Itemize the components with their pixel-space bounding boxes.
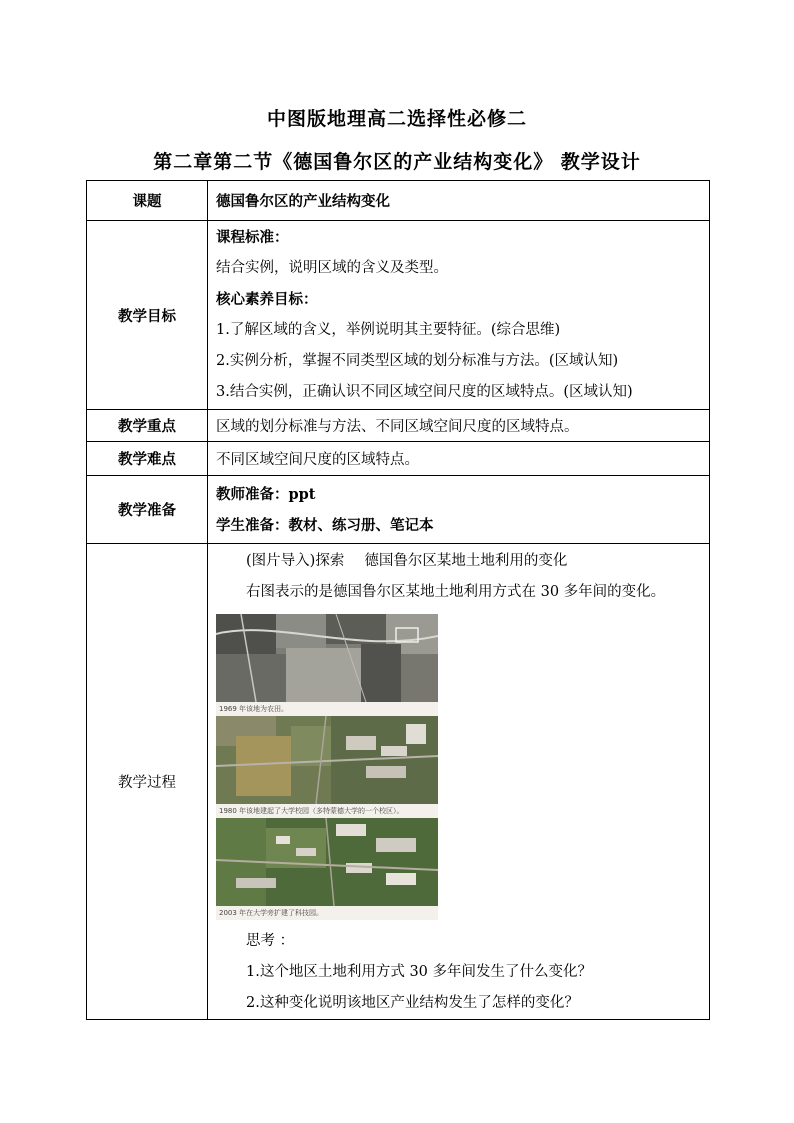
row-process	[87, 544, 710, 1020]
intro-description: 右图表示的是德国鲁尔区某地土地利用方式在 30 多年间的变化。	[246, 584, 666, 600]
process-cell	[208, 544, 710, 1020]
row-goals	[87, 221, 710, 410]
photo-caption: 1980 年该地建起了大学校园（多特蒙德大学的一个校区）。	[216, 804, 438, 818]
photo-caption: 2003 年在大学旁扩建了科技园。	[216, 906, 438, 920]
difficulties-value: 不同区域空间尺度的区域特点。	[208, 442, 710, 476]
intro-type: (图片导入)探索	[246, 553, 345, 569]
process-label: 教学过程	[87, 544, 208, 1020]
student-preparation: 学生准备：教材、练习册、笔记本	[216, 516, 434, 534]
document-title: 中图版地理高二选择性必修二	[266, 108, 527, 130]
intro-topic: 德国鲁尔区某地土地利用的变化	[364, 553, 568, 569]
row-preparation	[87, 476, 710, 544]
goal-item: 3.结合实例，正确认识不同区域空间尺度的区域特点。(区域认知)	[216, 384, 633, 400]
document-subtitle: 第二章第二节《德国鲁尔区的产业结构变化》 教学设计	[153, 151, 641, 173]
question-item: 2.这种变化说明该地区产业结构发生了怎样的变化？	[246, 995, 579, 1011]
lesson-plan-table	[86, 180, 710, 1020]
standard-heading: 课程标准：	[216, 229, 289, 246]
row-difficulties	[87, 442, 710, 476]
photo-1980-campus	[216, 716, 438, 804]
photo-2003-science-park	[216, 818, 438, 906]
key-points-value: 区域的划分标准与方法、不同区域空间尺度的区域特点。	[208, 410, 710, 442]
topic-label: 课题	[87, 181, 208, 221]
row-key-points	[87, 410, 710, 442]
question-item: 1.这个地区土地利用方式 30 多年间发生了什么变化？	[246, 964, 593, 980]
goal-item: 2.实例分析，掌握不同类型区域的划分标准与方法。(区域认知)	[216, 353, 619, 369]
photo-caption: 1969 年该地为农田。	[216, 702, 438, 716]
intro-line	[216, 546, 701, 577]
land-use-photo-set	[216, 614, 438, 920]
key-points-label: 教学重点	[87, 410, 208, 442]
preparation-cell	[208, 476, 710, 544]
goals-label: 教学目标	[87, 221, 208, 410]
topic-value: 德国鲁尔区的产业结构变化	[208, 181, 710, 221]
photo-1969-farmland	[216, 614, 438, 702]
think-label: 思考 ：	[246, 933, 295, 949]
literacy-heading: 核心素养目标：	[216, 291, 318, 308]
difficulties-label: 教学难点	[87, 442, 208, 476]
standard-text: 结合实例，说明区域的含义及类型。	[216, 260, 448, 276]
teacher-preparation: 教师准备：ppt	[216, 485, 316, 503]
row-topic	[87, 181, 710, 221]
goal-item: 1.了解区域的含义，举例说明其主要特征。(综合思维)	[216, 322, 561, 338]
goals-cell	[208, 221, 710, 410]
preparation-label: 教学准备	[87, 476, 208, 544]
